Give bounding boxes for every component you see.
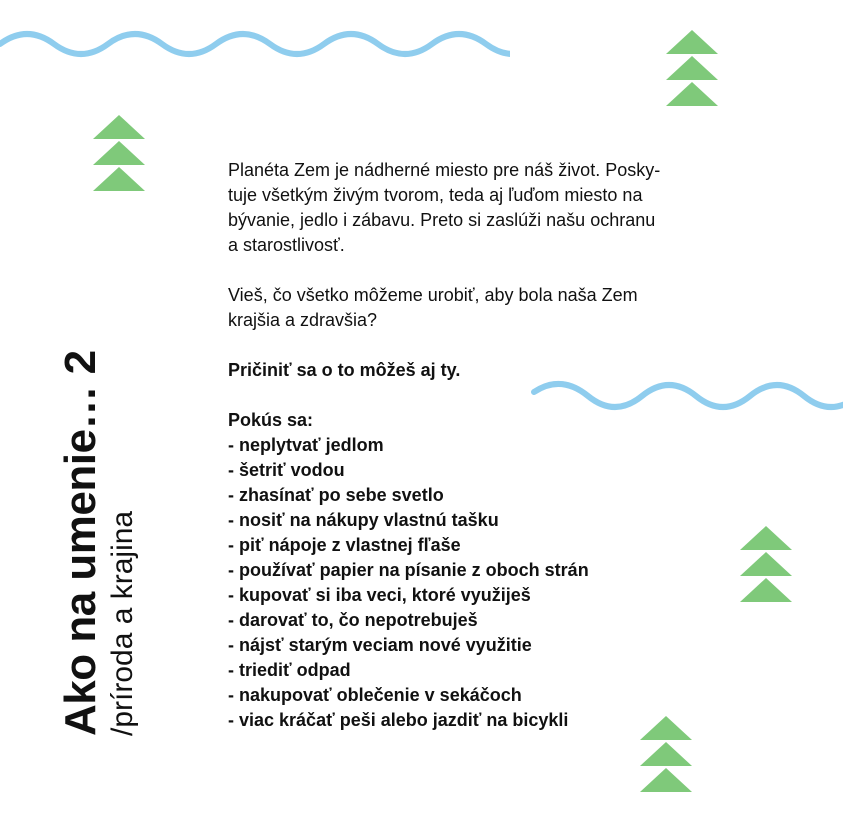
main-text-content [228,158,768,733]
list-item: - triediť odpad [228,660,351,680]
list-item: - darovať to, čo nepotrebuješ [228,610,478,630]
top-wave-decoration [0,22,510,72]
question-line: Vieš, čo všetko môžeme urobiť, aby bola naša Zem [228,285,638,305]
list-item: - používať papier na písanie z oboch strán [228,560,589,580]
tree-icon-top-left [93,115,145,191]
list-item: - nájsť starým veciam nové využitie [228,635,532,655]
tips-heading: Pokús sa: [228,410,314,430]
intro-line: bývanie, jedlo i zábavu. Preto si zaslúži našu ochranu [228,210,656,230]
list-item: - zhasínať po sebe svetlo [228,485,444,505]
call-to-action: Pričiniť sa o to môžeš aj ty. [228,360,461,380]
list-item: - nakupovať oblečenie v sekáčoch [228,685,522,705]
list-item: - viac kráčať peši alebo jazdiť na bicykli [228,710,569,730]
intro-line: a starostlivosť. [228,235,345,255]
paragraph-spacer [228,333,768,358]
tree-icon-top-right [666,30,718,106]
question-paragraph [228,283,768,333]
page-subtitle: /príroda a krajina [106,510,139,736]
list-item: - piť nápoje z vlastnej fľaše [228,535,461,555]
question-line: krajšia a zdravšia? [228,310,378,330]
intro-paragraph [228,158,768,258]
list-item: - neplytvať jedlom [228,435,384,455]
intro-line: tuje všetkým živým tvorom, teda aj ľuďom miesto na [228,185,643,205]
page-title: Ako na umenie… 2 [56,350,105,736]
tips-list [228,433,768,733]
list-item: - šetriť vodou [228,460,345,480]
intro-line: Planéta Zem je nádherné miesto pre náš život. Posky- [228,160,661,180]
paragraph-spacer [228,383,768,408]
paragraph-spacer [228,258,768,283]
list-item: - kupovať si iba veci, ktoré využiješ [228,585,531,605]
list-item: - nosiť na nákupy vlastnú tašku [228,510,499,530]
vertical-title-block [56,316,146,736]
